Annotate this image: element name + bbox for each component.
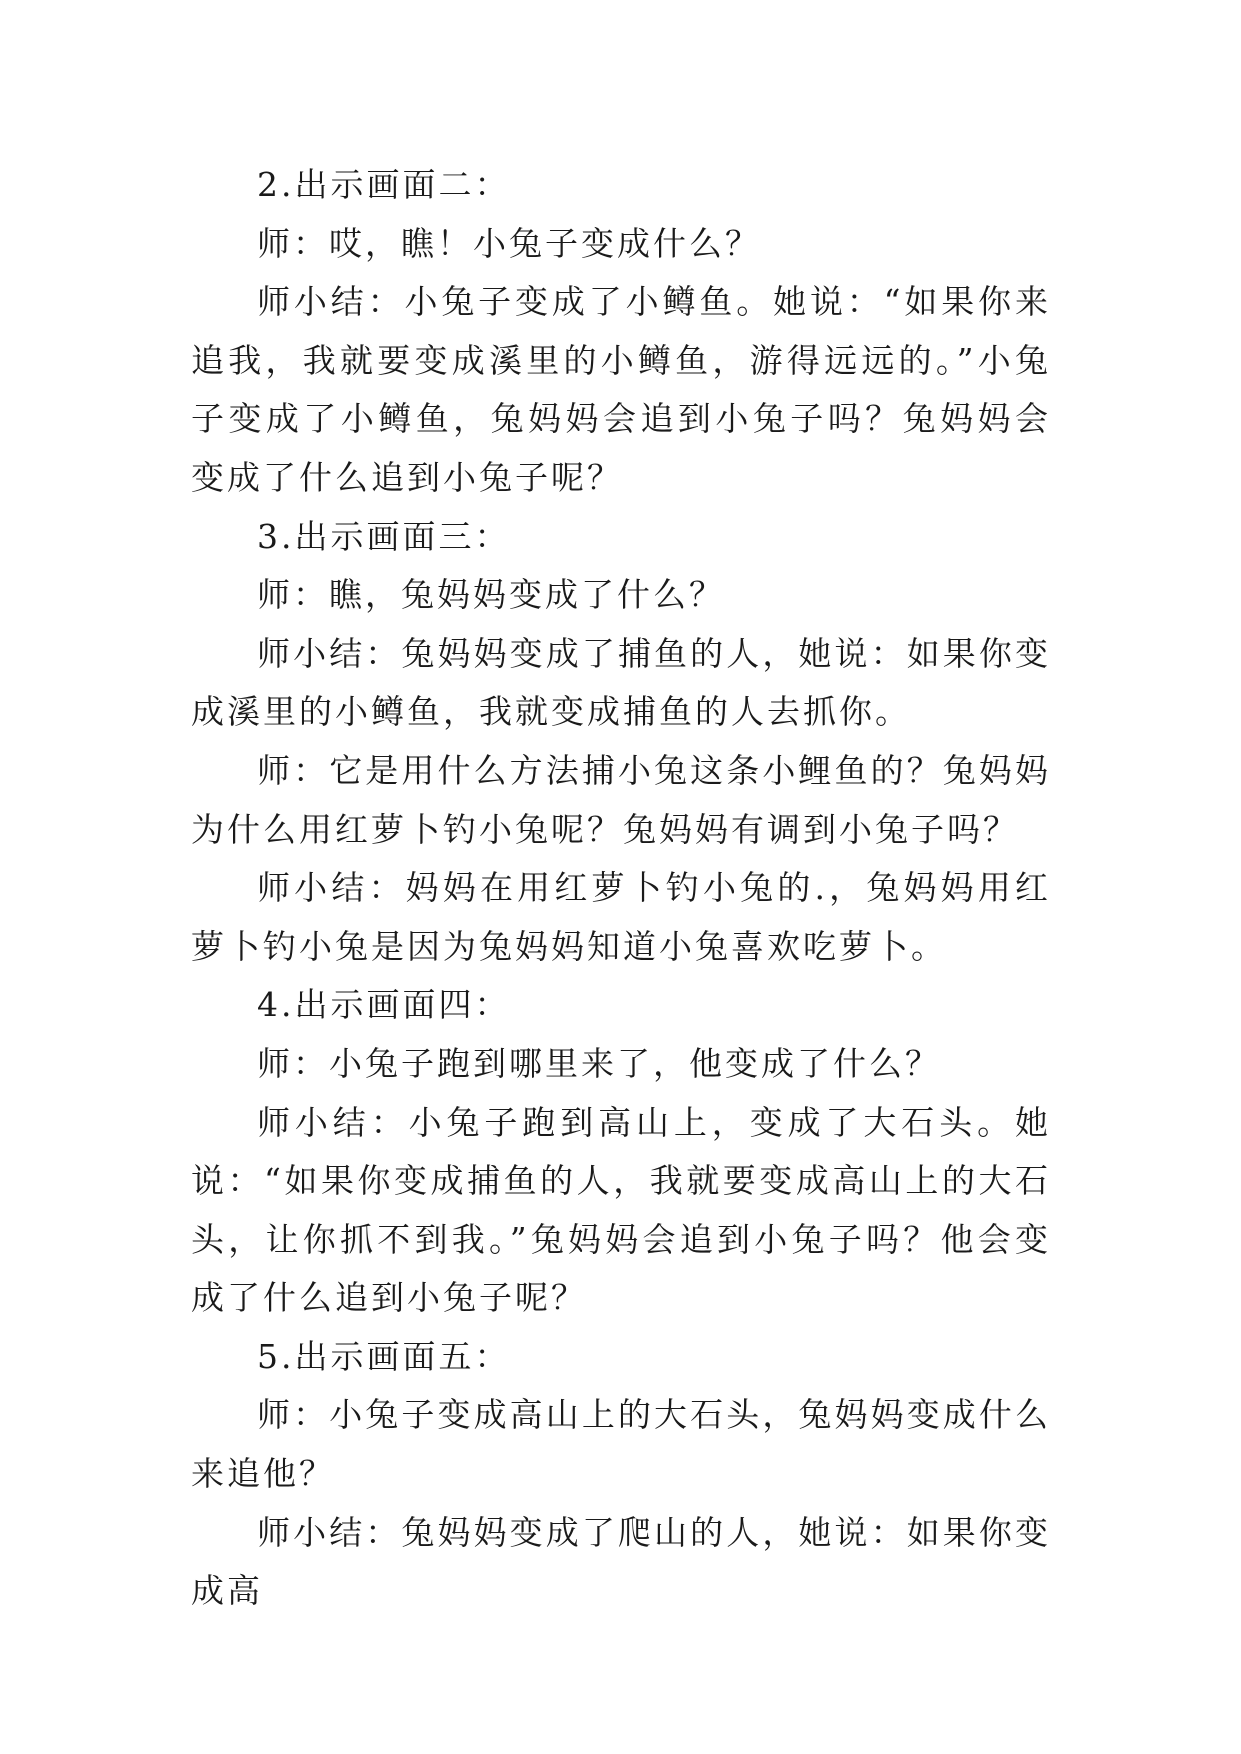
paragraph-teacher-summary: 师小结：妈妈在用红萝卜钓小兔的.，兔妈妈用红萝卜钓小兔是因为兔妈妈知道小兔喜欢吃萝卜。 [191,868,1051,966]
paragraph-teacher-summary: 师小结：小兔子跑到高山上，变成了大石头。她说：“如果你变成捕鱼的人，我就要变成高山上的大石头，让你抓不到我。”兔妈妈会追到小兔子吗？他会变成了什么追到小兔子呢？ [191,1102,1051,1318]
document-body [191,156,1051,1621]
paragraph-teacher-question: 师：瞧，兔妈妈变成了什么？ [257,575,725,615]
paragraph-teacher-question: 师：小兔子变成高山上的大石头，兔妈妈变成什么来追他？ [191,1395,1051,1494]
paragraph-section-5-heading: 5.出示画面五： [257,1336,511,1376]
paragraph-teacher-summary: 师小结：兔妈妈变成了爬山的人，她说：如果你变成高 [191,1512,1051,1611]
paragraph-teacher-summary: 师小结：兔妈妈变成了捕鱼的人，她说：如果你变成溪里的小鳟鱼，我就变成捕鱼的人去抓你。 [191,633,1051,732]
paragraph-section-3-heading: 3.出示画面三： [257,516,511,556]
paragraph-teacher-summary: 师小结：小兔子变成了小鳟鱼。她说：“如果你来追我，我就要变成溪里的小鳟鱼，游得远远的。”小兔子变成了小鳟鱼，兔妈妈会追到小兔子吗？兔妈妈会变成了什么追到小兔子呢？ [191,282,1051,497]
paragraph-teacher-question: 师：哎，瞧！小兔子变成什么？ [257,223,761,263]
paragraph-teacher-question: 师：它是用什么方法捕小兔这条小鲤鱼的？兔妈妈为什么用红萝卜钓小兔呢？兔妈妈有调到小兔子吗？ [191,750,1051,849]
paragraph-teacher-question: 师：小兔子跑到哪里来了，他变成了什么？ [257,1043,941,1083]
paragraph-section-2-heading: 2.出示画面二： [257,165,511,204]
paragraph-section-4-heading: 4.出示画面四： [257,985,511,1025]
